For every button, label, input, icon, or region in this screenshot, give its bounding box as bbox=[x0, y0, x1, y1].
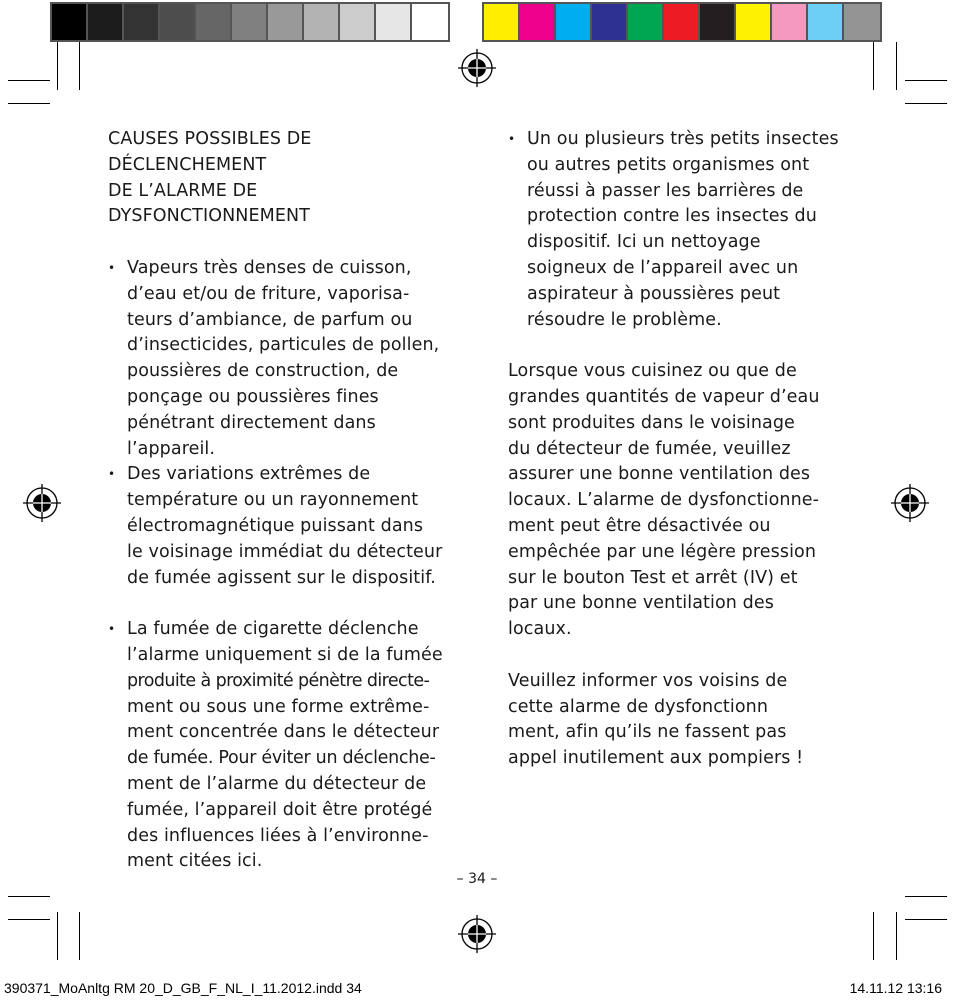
calibration-swatch bbox=[700, 4, 736, 40]
left-column bbox=[108, 127, 458, 875]
right-column bbox=[508, 127, 858, 772]
text-line: cette alarme de dysfonctionn bbox=[508, 696, 769, 717]
calibration-swatch bbox=[736, 4, 772, 40]
paragraph-cooking-ventilation bbox=[508, 359, 858, 643]
calibration-swatch bbox=[484, 4, 520, 40]
registration-mark-bottom bbox=[458, 915, 496, 953]
text-line: soigneux de l’appareil avec un bbox=[527, 257, 799, 278]
text-line: teurs d’ambiance, de parfum ou bbox=[127, 309, 413, 330]
calibration-swatch bbox=[592, 4, 628, 40]
text-line: l’appareil. bbox=[127, 438, 216, 459]
color-calibration-bar bbox=[482, 2, 882, 42]
text-line: assurer une bonne ventilation des bbox=[508, 464, 811, 485]
calibration-swatch bbox=[376, 4, 412, 40]
text-line: poussières de construction, de bbox=[127, 361, 399, 382]
text-line: par une bonne ventilation des bbox=[508, 593, 774, 614]
calibration-swatch bbox=[808, 4, 844, 40]
text-line: ment concentrée dans le détecteur bbox=[127, 722, 440, 743]
text-line: locaux. bbox=[508, 619, 572, 640]
text-line: ponçage ou poussières fines bbox=[127, 386, 379, 407]
text-line: Un ou plusieurs très petits insectes bbox=[527, 129, 839, 149]
text-line: Vapeurs très denses de cuisson, bbox=[127, 257, 412, 278]
text-line: ment, afin qu’ils ne fassent pas bbox=[508, 722, 787, 743]
text-line: d’insecticides, particules de pollen, bbox=[127, 335, 440, 356]
registration-mark-top bbox=[458, 49, 496, 87]
page-number: – 34 – bbox=[456, 871, 498, 887]
cause-item-vapours bbox=[108, 256, 458, 462]
paragraph-inform-neighbours bbox=[508, 669, 858, 772]
calibration-swatch bbox=[772, 4, 808, 40]
text-line: réussi à passer les barrières de bbox=[527, 180, 804, 201]
grayscale-calibration-bar bbox=[50, 2, 450, 42]
text-line: de fumée agissent sur le dispositif. bbox=[127, 567, 436, 588]
footer-date-time: 14.11.12 13:16 bbox=[849, 980, 942, 996]
registration-mark-right bbox=[891, 484, 929, 522]
text-line: fumée, l’appareil doit être protégé bbox=[127, 799, 433, 820]
footer-file-info: 390371_MoAnltg RM 20_D_GB_F_NL_I_11.2012.indd 34 bbox=[4, 980, 362, 996]
text-line: Veuillez informer vos voisins de bbox=[508, 670, 788, 691]
text-line: sont produites dans le voisinage bbox=[508, 412, 795, 433]
text-line: résoudre le problème. bbox=[527, 309, 722, 330]
calibration-swatch bbox=[124, 4, 160, 40]
text-line: produite à proximité pénètre directe- bbox=[127, 670, 430, 691]
calibration-swatch bbox=[844, 4, 880, 40]
registration-mark-left bbox=[23, 484, 61, 522]
text-line: le voisinage immédiat du détecteur bbox=[127, 541, 443, 562]
text-line: protection contre les insectes du bbox=[527, 206, 817, 227]
calibration-swatch bbox=[628, 4, 664, 40]
text-line: électromagnétique puissant dans bbox=[127, 515, 424, 536]
calibration-swatch bbox=[196, 4, 232, 40]
heading-line: DE L’ALARME DE DYSFONCTIONNEMENT bbox=[108, 180, 310, 227]
text-line: aspirateur à poussières peut bbox=[527, 283, 781, 304]
text-line: Lorsque vous cuisinez ou que de bbox=[508, 361, 797, 382]
text-line: locaux. L’alarme de dysfonctionne- bbox=[508, 490, 820, 511]
calibration-swatch bbox=[664, 4, 700, 40]
text-line: appel inutilement aux pompiers ! bbox=[508, 748, 804, 769]
cause-item-cigarette bbox=[108, 617, 458, 875]
cause-item-insects bbox=[508, 127, 858, 333]
calibration-swatch bbox=[88, 4, 124, 40]
calibration-swatch bbox=[340, 4, 376, 40]
text-line: ou autres petits organismes ont bbox=[527, 154, 810, 175]
text-line: température ou un rayonnement bbox=[127, 490, 419, 511]
text-line: dispositif. Ici un nettoyage bbox=[527, 232, 761, 253]
calibration-swatch bbox=[556, 4, 592, 40]
text-line: de fumée. Pour éviter un déclenche- bbox=[127, 748, 436, 769]
text-line: ment peut être désactivée ou bbox=[508, 515, 771, 536]
text-line: Des variations extrêmes de bbox=[127, 464, 371, 485]
calibration-swatch bbox=[304, 4, 340, 40]
calibration-swatch bbox=[52, 4, 88, 40]
heading-line: CAUSES POSSIBLES DE DÉCLENCHEMENT bbox=[108, 129, 312, 175]
text-line: d’eau et/ou de friture, vaporisa- bbox=[127, 283, 410, 304]
calibration-swatch bbox=[412, 4, 448, 40]
text-line: sur le bouton Test et arrêt (IV) et bbox=[508, 567, 798, 588]
text-line: La fumée de cigarette déclenche bbox=[127, 619, 419, 640]
text-line: l’alarme uniquement si de la fumée bbox=[127, 644, 443, 665]
text-line: du détecteur de fumée, veuillez bbox=[508, 438, 791, 459]
calibration-swatch bbox=[268, 4, 304, 40]
text-line: ment ou sous une forme extrême- bbox=[127, 696, 430, 717]
text-line: empêchée par une légère pression bbox=[508, 541, 817, 562]
text-line: des influences liées à l’environne- bbox=[127, 825, 429, 846]
cause-item-temperature bbox=[108, 462, 458, 591]
text-line: grandes quantités de vapeur d’eau bbox=[508, 386, 820, 407]
text-line: ment de l’alarme du détecteur de bbox=[127, 773, 427, 794]
calibration-swatch bbox=[160, 4, 196, 40]
calibration-swatch bbox=[232, 4, 268, 40]
section-heading bbox=[108, 127, 458, 230]
text-line: ment citées ici. bbox=[127, 851, 263, 872]
text-line: pénétrant directement dans bbox=[127, 412, 376, 433]
calibration-swatch bbox=[520, 4, 556, 40]
